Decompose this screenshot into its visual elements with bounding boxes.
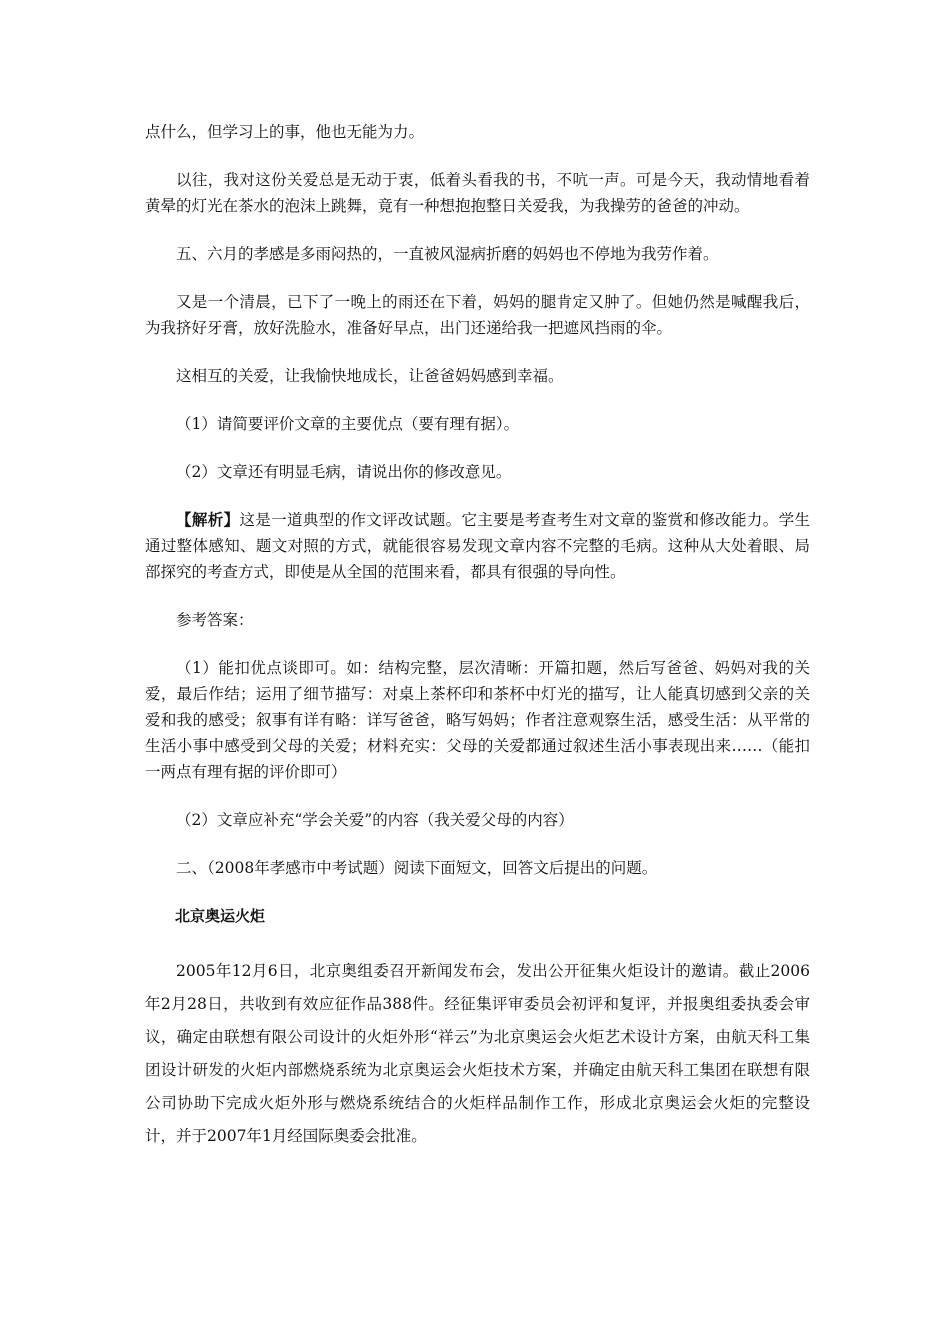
question-2: （2）文章还有明显毛病，请说出你的修改意见。 [176, 463, 512, 481]
answer-1: （1）能扣优点谈即可。如：结构完整，层次清晰：开篇扣题，然后写爸爸、妈妈对我的关爱，最后作结；运用了细节描写：对桌上茶杯印和茶杯中灯光的描写，让人能真切感到父亲的关爱和我的感受；叙事有详有略：详写爸爸，略写妈妈；作者注意观察生活，感受生活：从平常的生活小事中感受到父母的关爱；材料充实：父母的关爱都通过叙述生活小事表现出来……（能扣一两点有理有据的评价即可） [145, 659, 810, 781]
question-section-2: 二、（2008年孝感市中考试题）阅读下面短文，回答文后提出的问题。 [176, 859, 658, 877]
paragraph-rainy-season: 五、六月的孝感是多雨闷热的，一直被风湿病折磨的妈妈也不停地为我劳作着。 [176, 245, 719, 263]
analysis-label: 【解析】 [176, 510, 240, 529]
paragraph-continuation: 点什么，但学习上的事，他也无能为力。 [145, 123, 425, 141]
analysis-text: 这是一道典型的作文评改试题。它主要是考查考生对文章的鉴赏和修改能力。学生通过整体感知、题文对照的方式，就能很容易发现文章内容不完整的毛病。这种从大处着眼、局部探究的考查方式，即使是从全国的范围来看，都具有很强的导向性。 [145, 511, 810, 581]
document-page [145, 119, 810, 1175]
analysis-paragraph [145, 507, 810, 585]
answers-heading: 参考答案： [176, 611, 254, 629]
paragraph-mother-care: 又是一个清晨，已下了一晚上的雨还在下着，妈妈的腿肯定又肿了。但她仍然是喊醒我后，为我挤好牙膏，放好洗脸水，准备好早点，出门还递给我一把遮风挡雨的伞。 [145, 293, 810, 337]
question-1: （1）请简要评价文章的主要优点（要有理有据）。 [176, 415, 520, 433]
article-body: 2005年12月6日，北京奥组委召开新闻发布会，发出公开征集火炬设计的邀请。截止2006年2月28日，共收到有效应征作品388件。经征集评审委员会初评和复评，并报奥组委执委会审议，确定由联想有限公司设计的火炬外形“祥云”为北京奥运会火炬艺术设计方案，由航天科工集团设计研发的火炬内部燃烧系统为北京奥运会火炬技术方案，并确定由航天科工集团在联想有限公司协助下完成火炬外形与燃烧系统结合的火炬样品制作工作，形成北京奥运会火炬的完整设计，并于2007年1月经国际奥委会批准。 [145, 962, 810, 1145]
paragraph-father-care: 以往，我对这份关爱总是无动于衷，低着头看我的书，不吭一声。可是今天，我动情地看着黄晕的灯光在茶水的泡沫上跳舞，竟有一种想抱抱整日关爱我，为我操劳的爸爸的冲动。 [145, 171, 810, 215]
paragraph-conclusion: 这相互的关爱，让我愉快地成长，让爸爸妈妈感到幸福。 [176, 367, 564, 385]
answer-2: （2）文章应补充“学会关爱”的内容（我关爱父母的内容） [176, 811, 574, 829]
article-title: 北京奥运火炬 [175, 907, 266, 925]
